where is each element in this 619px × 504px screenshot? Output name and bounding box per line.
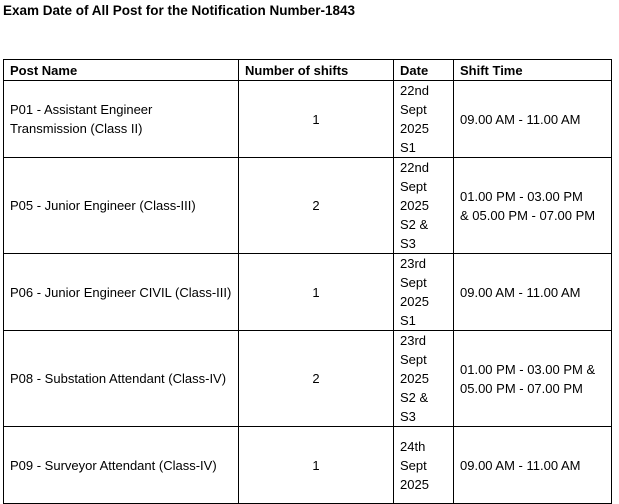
shifts-count-cell: 1 [239,427,394,504]
shifts-count-cell: 1 [239,81,394,158]
date-line: 2025 [400,371,429,386]
time-line: 01.00 PM - 03.00 PM & [460,361,596,377]
date-cell [394,158,454,254]
date-line: S1 [400,140,416,155]
date-line: S1 [400,313,416,328]
date-line: Sept [400,275,427,290]
table-row [4,158,612,254]
header-date: Date [394,60,454,81]
time-line: & 05.00 PM - 07.00 PM [460,207,596,223]
date-line: 22nd [400,83,429,98]
time-line: 01.00 PM - 03.00 PM [460,188,583,204]
table-row [4,254,612,331]
shift-time-cell [454,331,612,427]
date-cell [394,254,454,331]
date-line: Sept [400,457,427,473]
date-cell [394,427,454,504]
date-line: S2 & S3 [400,390,429,424]
post-name-cell: P08 - Substation Attendant (Class-IV) [4,331,239,427]
date-line: Sept [400,179,427,194]
date-line: 23rd [400,333,427,348]
header-post-name: Post Name [4,60,239,81]
date-cell [394,331,454,427]
time-line: 09.00 AM - 11.00 AM [460,457,581,473]
date-line: S2 & S3 [400,217,429,251]
shift-time-cell [454,81,612,158]
post-name-cell: P01 - Assistant Engineer Transmission (Class II) [4,81,239,158]
table-row [4,427,612,504]
exam-schedule-table [3,59,612,504]
shifts-count-cell: 2 [239,158,394,254]
date-line: Sept [400,352,427,367]
date-line: 2025 [400,198,429,213]
time-line: 05.00 PM - 07.00 PM [460,380,583,396]
table-row [4,81,612,158]
time-line: 09.00 AM - 11.00 AM [460,111,581,127]
post-name-cell: P06 - Junior Engineer CIVIL (Class-III) [4,254,239,331]
date-line: 2025 [400,476,429,492]
time-line: 09.00 AM - 11.00 AM [460,284,581,300]
shift-time-cell [454,254,612,331]
date-line: 24th [400,438,426,454]
date-line: Sept [400,102,427,117]
date-line: 22nd [400,160,429,175]
post-name-cell: P05 - Junior Engineer (Class-III) [4,158,239,254]
document-title: Exam Date of All Post for the Notification Number-1843 [3,3,356,18]
shifts-count-cell: 2 [239,331,394,427]
shift-time-cell [454,427,612,504]
header-number-of-shifts: Number of shifts [239,60,394,81]
table-header-row [4,60,612,81]
date-line: 2025 [400,121,429,136]
post-name-cell: P09 - Surveyor Attendant (Class-IV) [4,427,239,504]
date-cell [394,81,454,158]
shifts-count-cell: 1 [239,254,394,331]
date-line: 23rd [400,256,427,271]
table-row [4,331,612,427]
header-shift-time: Shift Time [454,60,612,81]
shift-time-cell [454,158,612,254]
date-line: 2025 [400,294,429,309]
